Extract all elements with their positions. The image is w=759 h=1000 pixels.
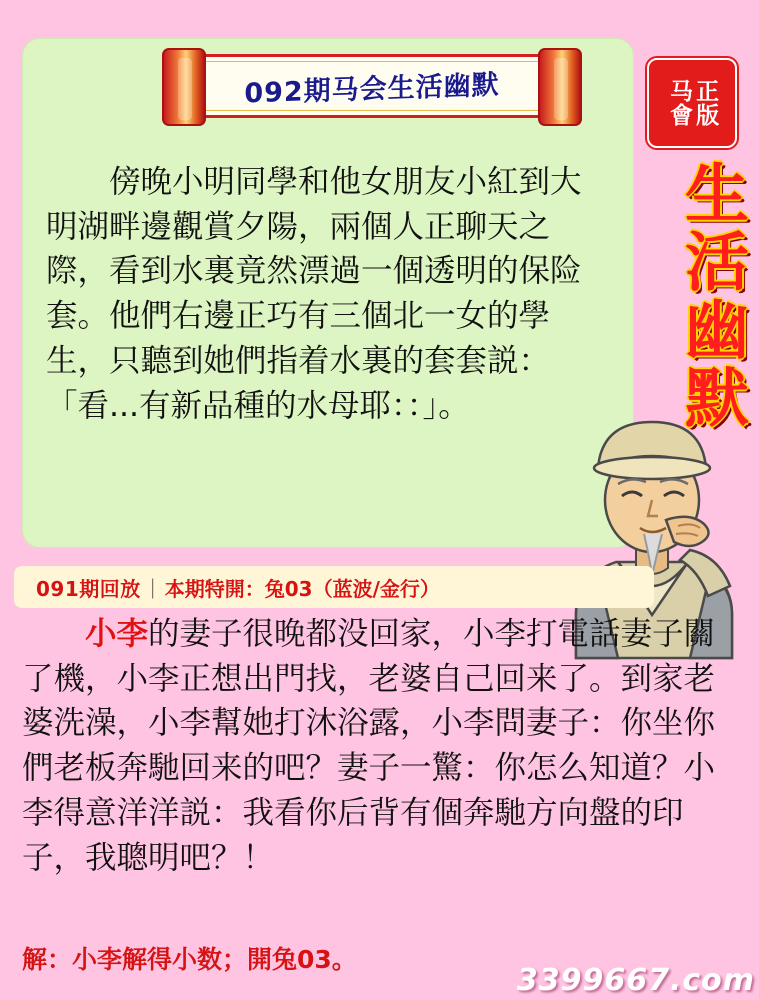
answer-prefix: 解： xyxy=(22,945,73,974)
site-watermark: 3399667.com xyxy=(516,963,755,998)
scroll-banner xyxy=(162,48,582,126)
seal-text-line1: 正版 xyxy=(692,79,719,127)
answer-body: 小李解得小数；開兔03。 xyxy=(72,945,357,974)
banner-title: 092期马会生活幽默 xyxy=(244,69,500,109)
top-story-text: 傍晚小明同學和他女朋友小紅到大明湖畔邊觀賞夕陽，兩個人正聊天之際，看到水裏竟然漂過一個透明的保险套。他們右邊正巧有三個北一女的學生，只聽到她們指着水裏的套套説：「看...有新品種的水母耶：：」。 xyxy=(46,164,582,424)
seal-text-line2: 马會 xyxy=(666,79,692,127)
official-seal-badge xyxy=(647,58,737,148)
recap-label: 091期回放 xyxy=(36,576,141,601)
special-open-label: 本期特開：兔03（蓝波/金行） xyxy=(164,576,440,601)
bottom-story-body: 的妻子很晚都没回家，小李打電話妻子關了機，小李正想出門找，老婆自己回来了。到家老婆洗澡，小李幫她打沐浴露，小李問妻子：你坐你們老板奔馳回来的吧？妻子一驚：你怎么知道？小李得意洋洋説：我看你后背有個奔馳方向盤的印子，我聰明吧？！ xyxy=(22,616,716,876)
bottom-story-text xyxy=(22,612,734,880)
bottom-story-highlight: 小李 xyxy=(85,616,149,652)
vertical-title: 生活幽默 xyxy=(674,160,748,432)
recap-separator: ｜ xyxy=(142,576,163,601)
recap-bar xyxy=(14,566,654,608)
